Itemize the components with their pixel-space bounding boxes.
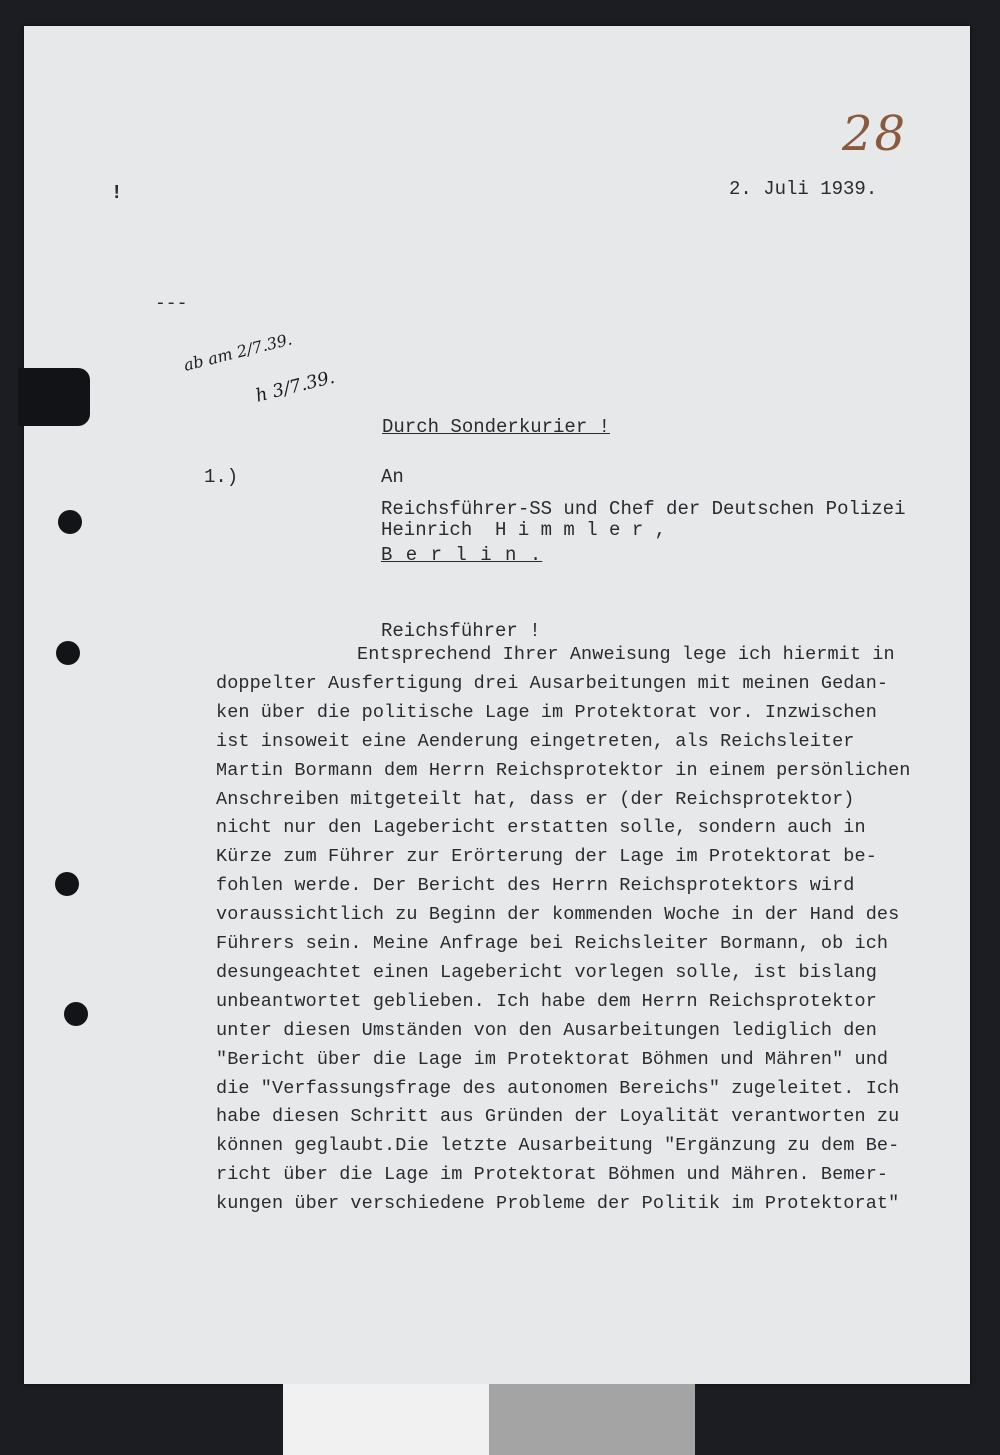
body-line: habe diesen Schritt aus Gründen der Loyalität verantworten zu (216, 1106, 900, 1128)
body-line: voraussichtlich zu Beginn der kommenden Woche in der Hand des (216, 904, 900, 926)
salutation: Reichsführer ! (381, 620, 541, 642)
body-line: nicht nur den Lagebericht erstatten solle, sondern auch in (216, 817, 866, 839)
body-line: Entsprechend Ihrer Anweisung lege ich hiermit in (357, 644, 895, 665)
tick-mark: ! (111, 182, 123, 204)
body-line: Kürze zum Führer zur Erörterung der Lage im Protektorat be- (216, 846, 877, 868)
body-line: Führers sein. Meine Anfrage bei Reichsleiter Bormann, ob ich (216, 933, 889, 954)
punch-hole (58, 510, 82, 534)
page-number: 28 (842, 106, 908, 162)
handwritten-note-1: ab am 2/7.39. (181, 329, 294, 375)
body-line: können geglaubt.Die letzte Ausarbeitung "Ergänzung zu dem Be- (216, 1135, 900, 1157)
body-line: desungeachtet einen Lagebericht vorlegen solle, ist bislang (216, 961, 877, 983)
punch-hole (55, 872, 79, 896)
binder-tab (18, 368, 90, 426)
handwritten-note-2: h 3/7.39. (253, 366, 337, 407)
punch-hole (56, 641, 80, 665)
body-line: Anschreiben mitgeteilt hat, dass er (der Reichsprotektor) (216, 788, 855, 810)
recipient-line-3: B e r l i n . (381, 544, 543, 566)
body-line: kungen über verschiedene Probleme der Politik im Protektorat" (216, 1193, 900, 1215)
scan-calibration-strip (283, 1384, 695, 1455)
recipient-to: An (381, 466, 404, 488)
body-line: "Bericht über die Lage im Protektorat Böhmen und Mähren" und (216, 1048, 889, 1070)
item-number: 1.) (204, 466, 239, 488)
body-line: ken über die politische Lage im Protektorat vor. Inzwischen (216, 701, 877, 723)
delivery-method: Durch Sonderkurier ! (382, 416, 611, 438)
body-line: doppelter Ausfertigung drei Ausarbeitungen mit meinen Gedan- (216, 672, 889, 694)
body-line: fohlen werde. Der Bericht des Herrn Reichsprotektors wird (216, 875, 855, 897)
letter-date: 2. Juli 1939. (729, 178, 878, 200)
body-line: die "Verfassungsfrage des autonomen Bereichs" zugeleitet. Ich (216, 1077, 900, 1099)
document-page (24, 26, 970, 1384)
dash-mark: --- (155, 294, 188, 314)
body-line: ist insoweit eine Aenderung eingetreten, als Reichsleiter (216, 730, 855, 752)
recipient-line-1: Reichsführer-SS und Chef der Deutschen Polizei (381, 498, 906, 520)
body-line: Martin Bormann dem Herrn Reichsprotektor in einem persönlichen (216, 759, 911, 781)
body-line: unbeantwortet geblieben. Ich habe dem Herrn Reichsprotektor (216, 990, 877, 1012)
recipient-line-2: Heinrich H i m m l e r , (381, 519, 667, 541)
punch-hole (64, 1002, 88, 1026)
body-line: richt über die Lage im Protektorat Böhmen und Mähren. Bemer- (216, 1164, 889, 1186)
body-line: unter diesen Umständen von den Ausarbeitungen lediglich den (216, 1019, 877, 1041)
